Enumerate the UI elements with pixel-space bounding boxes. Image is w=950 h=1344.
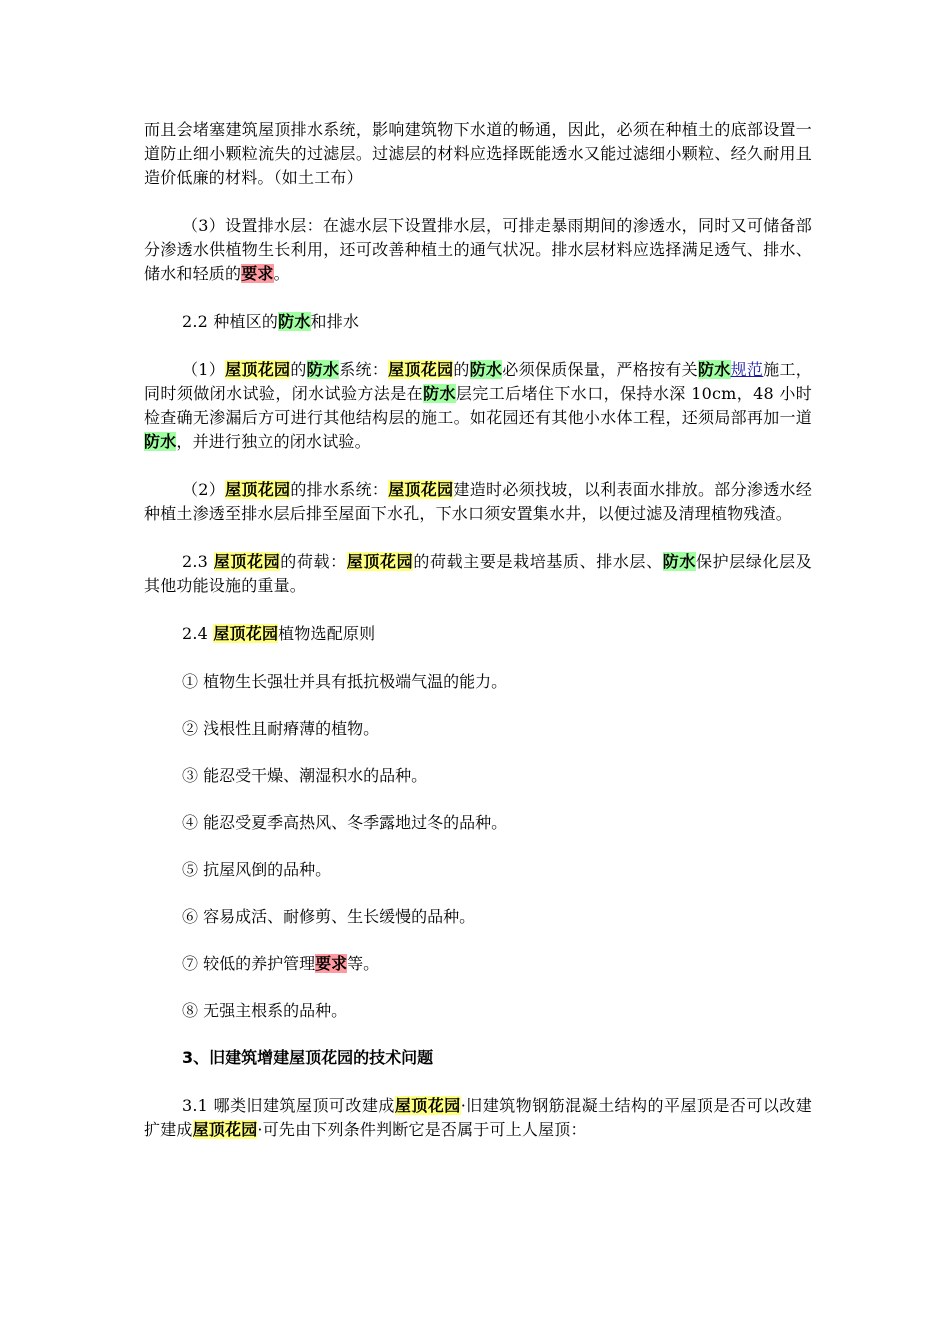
highlight-roof-garden: 屋顶花园 (346, 552, 414, 571)
highlight-waterproof: 防水 (423, 384, 456, 403)
standards-link[interactable]: 规范 (730, 360, 764, 379)
highlight-waterproof: 防水 (662, 552, 696, 571)
list-item: ⑥ 容易成活、耐修剪、生长缓慢的品种。 (182, 907, 476, 926)
paragraph-drainage-layer: （3）设置排水层：在滤水层下设置排水层，可排走暴雨期间的渗透水，同时又可储备部分渗透水供植物生长利用，还可改善种植土的通气状况。排水层材料应选择满足透气、排水、储水和轻质的要求。 (144, 216, 812, 283)
highlight-waterproof: 防水 (469, 360, 503, 379)
paragraph-drainage-system: （2）屋顶花园的排水系统：屋顶花园建造时必须找坡，以利表面水排放。部分渗透水经种植土渗透至排水层后排至屋面下水孔，下水口须安置集水井，以便过滤及清理植物残渣。 (144, 480, 813, 523)
document-page (144, 118, 812, 1166)
list-item: ④ 能忍受夏季高热风、冬季露地过冬的品种。 (182, 813, 508, 832)
section-3-heading: 3、旧建筑增建屋顶花园的技术问题 (182, 1048, 434, 1067)
highlight-waterproof: 防水 (278, 312, 311, 331)
list-item: ⑤ 抗屋风倒的品种。 (182, 860, 332, 879)
highlight-roof-garden: 屋顶花园 (213, 552, 281, 571)
section-2-2-title: 2.2 种植区的防水和排水 (182, 312, 360, 331)
highlight-requirement: 要求 (241, 264, 274, 283)
paragraph-filter-layer: 而且会堵塞建筑屋顶排水系统，影响建筑物下水道的畅通，因此，必须在种植土的底部设置一道防止细小颗粒流失的过滤层。过滤层的材料应选择既能透水又能过滤细小颗粒、经久耐用且造价低廉的材料。（如土工布） (144, 120, 812, 187)
paragraph-load: 2.3 屋顶花园的荷载：屋顶花园的荷载主要是栽培基质、排水层、防水保护层绿化层及其他功能设施的重量。 (144, 552, 812, 595)
list-item: ③ 能忍受干燥、潮湿积水的品种。 (182, 766, 428, 785)
list-item: ⑧ 无强主根系的品种。 (182, 1001, 348, 1020)
paragraph-waterproof-system: （1）屋顶花园的防水系统：屋顶花园的防水必须保质保量，严格按有关防水规范施工，同时须做闭水试验，闭水试验方法是在防水层完工后堵住下水口，保持水深 10cm，48 小时检查确无渗漏后方可进行其他结构层的施工。如花园还有其他小水体工程，还须局部再加一道防水，并进行独立的闭水试验。 (144, 360, 813, 451)
list-item: ① 植物生长强壮并具有抵抗极端气温的能力。 (182, 672, 508, 691)
highlight-waterproof: 防水 (306, 360, 340, 379)
highlight-roof-garden: 屋顶花园 (388, 480, 454, 499)
highlight-roof-garden: 屋顶花园 (192, 1120, 258, 1139)
highlight-roof-garden: 屋顶花园 (225, 360, 291, 379)
highlight-requirement: 要求 (315, 954, 348, 973)
highlight-roof-garden: 屋顶花园 (394, 1096, 461, 1115)
highlight-waterproof: 防水 (697, 360, 731, 379)
highlight-waterproof: 防水 (144, 432, 177, 451)
list-item: ② 浅根性且耐瘠薄的植物。 (182, 719, 380, 738)
paragraph-old-buildings: 3.1 哪类旧建筑屋顶可改建成屋顶花园·旧建筑物钢筋混凝土结构的平屋顶是否可以改建扩建成屋顶花园·可先由下列条件判断它是否属于可上人屋顶： (144, 1096, 812, 1139)
section-2-4-title: 2.4 屋顶花园植物选配原则 (182, 624, 376, 643)
list-item: ⑦ 较低的养护管理要求等。 (182, 954, 380, 973)
highlight-roof-garden: 屋顶花园 (388, 360, 454, 379)
highlight-roof-garden: 屋顶花园 (225, 480, 291, 499)
highlight-roof-garden: 屋顶花园 (213, 624, 279, 643)
